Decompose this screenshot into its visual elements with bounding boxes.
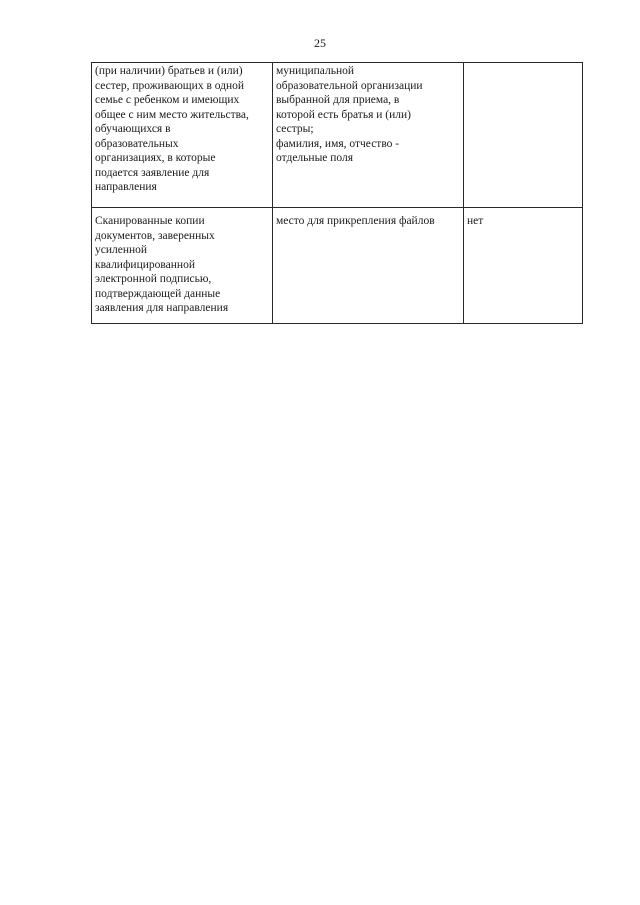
table-cell-required [464,63,583,208]
table-cell-description: Сканированные копии документов, заверенных усиленной квалифицированной электронной подписью, подтверждающей данные заявления для направления [92,208,273,324]
table-cell-description: (при наличии) братьев и (или) сестер, проживающих в одной семье с ребенком и имеющих общее с ним место жительства, обучающихся в образовательных организациях, в которые подается заявление для направления [92,63,273,208]
table-row [92,208,583,324]
table-row [92,63,583,208]
requirements-table [91,62,583,324]
table-cell-field: муниципальной образовательной организации выбранной для приема, в которой есть братья и (или) сестры; фамилия, имя, отчество - отдельные поля [273,63,464,208]
table-cell-required: нет [464,208,583,324]
table-cell-field: место для прикрепления файлов [273,208,464,324]
page-number: 25 [314,36,326,50]
